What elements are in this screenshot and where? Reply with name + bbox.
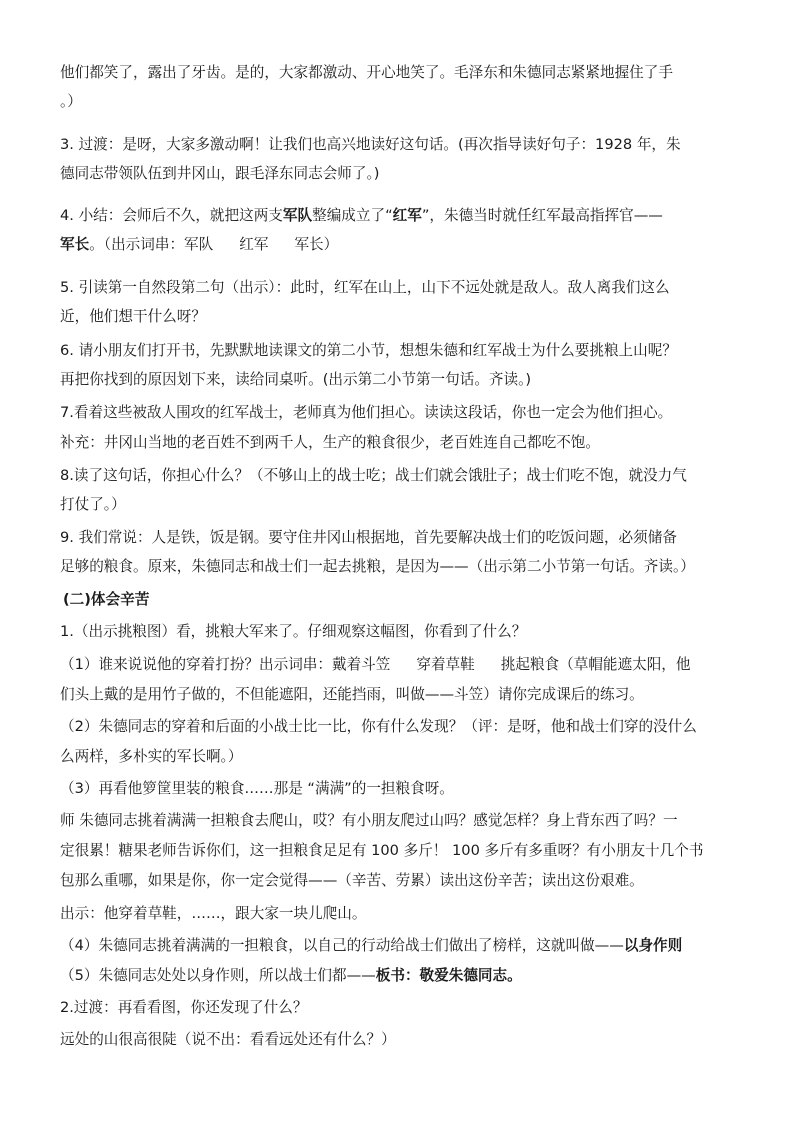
text: 么两样，多朴实的军长啊。）	[60, 748, 243, 765]
paragraph-line	[60, 966, 750, 986]
text: (二)体会辛苦	[63, 591, 150, 608]
text: 足够的粮食。原来，朱德同志和战士们一起去挑粮，是因为——（出示第二小节第一句话。齐读。）	[60, 558, 695, 575]
paragraph-line	[60, 495, 750, 515]
text: 包那么重哪，如果是你，你一定会觉得——（辛苦、劳累）读出这份辛苦；读出这份艰难。	[60, 872, 644, 889]
text: 。）	[60, 93, 82, 110]
text: 3. 过渡：是呀，大家多激动啊！让我们也高兴地读好这句话。(再次指导读好句子：1928 年，朱	[60, 136, 681, 153]
text: 打仗了。）	[60, 496, 126, 513]
text: 近，他们想干什么呀？	[60, 308, 206, 325]
text: 再把你找到的原因划下来，读给同桌听。(出示第二小节第一句话。齐读。)	[60, 371, 532, 388]
paragraph-line	[60, 235, 750, 255]
paragraph-line	[60, 811, 750, 831]
text: 穿着草鞋	[416, 656, 475, 673]
text: 德同志带领队伍到井冈山，跟毛泽东同志会师了。)	[60, 165, 380, 182]
text: 。（出示词串：军队	[89, 236, 214, 253]
paragraph-line	[60, 1030, 750, 1050]
paragraph-line	[60, 466, 750, 486]
text: （4）朱德同志挑着满满的一担粮食，以自己的行动给战士们做出了榜样，这就叫做——	[60, 937, 624, 954]
paragraph-line	[60, 871, 750, 891]
text: 8.读了这句话，你担心什么？（不够山上的战士吃；战士们就会饿肚子；战士们吃不饱，就没力气	[60, 467, 687, 484]
text: 9. 我们常说：人是铁，饭是钢。要守住井冈山根据地，首先要解决战士们的吃饭问题，必须储备	[60, 529, 677, 546]
text: 补充：井冈山当地的老百姓不到两千人，生产的粮食很少，老百姓连自己都吃不饱。	[60, 434, 600, 451]
text: 红军	[239, 236, 269, 253]
text: ”，朱德当时就任红军最高指挥官——	[421, 207, 663, 224]
paragraph-line	[60, 622, 750, 642]
text: 2.过渡：再看看图，你还发现了什么？	[60, 999, 308, 1016]
section-heading	[63, 590, 753, 610]
text: 整编成立了“	[312, 207, 393, 224]
paragraph-line	[60, 403, 750, 423]
paragraph-line	[60, 904, 750, 924]
text: 远处的山很高很陡（说不出：看看远处还有什么？）	[60, 1031, 396, 1048]
text: （5）朱德同志处处以身作则，所以战士们都——	[60, 967, 376, 984]
text: （2）朱德同志的穿着和后面的小战士比一比，你有什么发现？（评：是呀，他和战士们穿的没什么	[60, 718, 697, 735]
text: 定很累！糖果老师告诉你们，这一担粮食足足有 100 多斤！ 100 多斤有多重呀？有小朋友十几个书	[60, 842, 704, 859]
text: 他们都笑了，露出了牙齿。是的，大家都激动、开心地笑了。毛泽东和朱德同志紧紧地握住了手	[60, 64, 673, 81]
text: 们头上戴的是用竹子做的，不但能遮阳，还能挡雨，叫做——斗笠）请你完成课后的练习。	[60, 686, 644, 703]
paragraph-line	[60, 557, 750, 577]
text: （3）再看他箩筐里装的粮食……那是 “满满”的一担粮食呀。	[60, 780, 454, 797]
paragraph-line	[60, 717, 750, 737]
text: 1.（出示挑粮图）看，挑粮大军来了。仔细观察这幅图，你看到了什么？	[60, 623, 527, 640]
bold-term: 以身作则	[623, 937, 683, 954]
paragraph-line	[60, 164, 750, 184]
text: 挑起粮食（草帽能遮太阳，他	[500, 656, 691, 673]
paragraph-line	[60, 370, 750, 390]
bold-term: 军长	[60, 236, 90, 253]
paragraph-line	[60, 936, 750, 956]
bold-term: 板书：敬爱朱德同志。	[375, 967, 522, 984]
paragraph-line	[60, 655, 750, 675]
paragraph-line	[60, 433, 750, 453]
text: 7.看着这些被敌人围攻的红军战士，老师真为他们担心。读读这段话，你也一定会为他们担心。	[60, 404, 673, 421]
paragraph-line	[60, 998, 750, 1018]
paragraph-line	[60, 841, 750, 861]
paragraph-line	[60, 278, 750, 298]
bold-term: 红军	[392, 207, 422, 224]
paragraph-line	[60, 206, 750, 226]
paragraph-line	[60, 528, 750, 548]
paragraph-line	[60, 779, 750, 799]
paragraph-line	[60, 63, 750, 83]
text: 出示：他穿着草鞋，……，跟大家一块儿爬山。	[60, 905, 367, 922]
text: 军长）	[294, 236, 339, 253]
paragraph-line	[60, 92, 750, 112]
bold-term: 军队	[282, 207, 313, 224]
paragraph-line	[60, 341, 750, 361]
text: （1）谁来说说他的穿着打扮？出示词串：戴着斗笠	[60, 656, 391, 673]
paragraph-line	[60, 685, 750, 705]
text: 4. 小结：会师后不久，就把这两支	[60, 207, 283, 224]
text: 5. 引读第一自然段第二句（出示）：此时，红军在山上，山下不远处就是敌人。敌人离我们这么	[60, 279, 670, 296]
paragraph-line	[60, 135, 750, 155]
text: 6. 请小朋友们打开书，先默默地读课文的第二小节，想想朱德和红军战士为什么要挑粮上山呢？	[60, 342, 677, 359]
text: 师 朱德同志挑着满满一担粮食去爬山，哎？有小朋友爬过山吗？感觉怎样？身上背东西了吗？一	[60, 812, 678, 829]
paragraph-line	[60, 307, 750, 327]
paragraph-line	[60, 747, 750, 767]
